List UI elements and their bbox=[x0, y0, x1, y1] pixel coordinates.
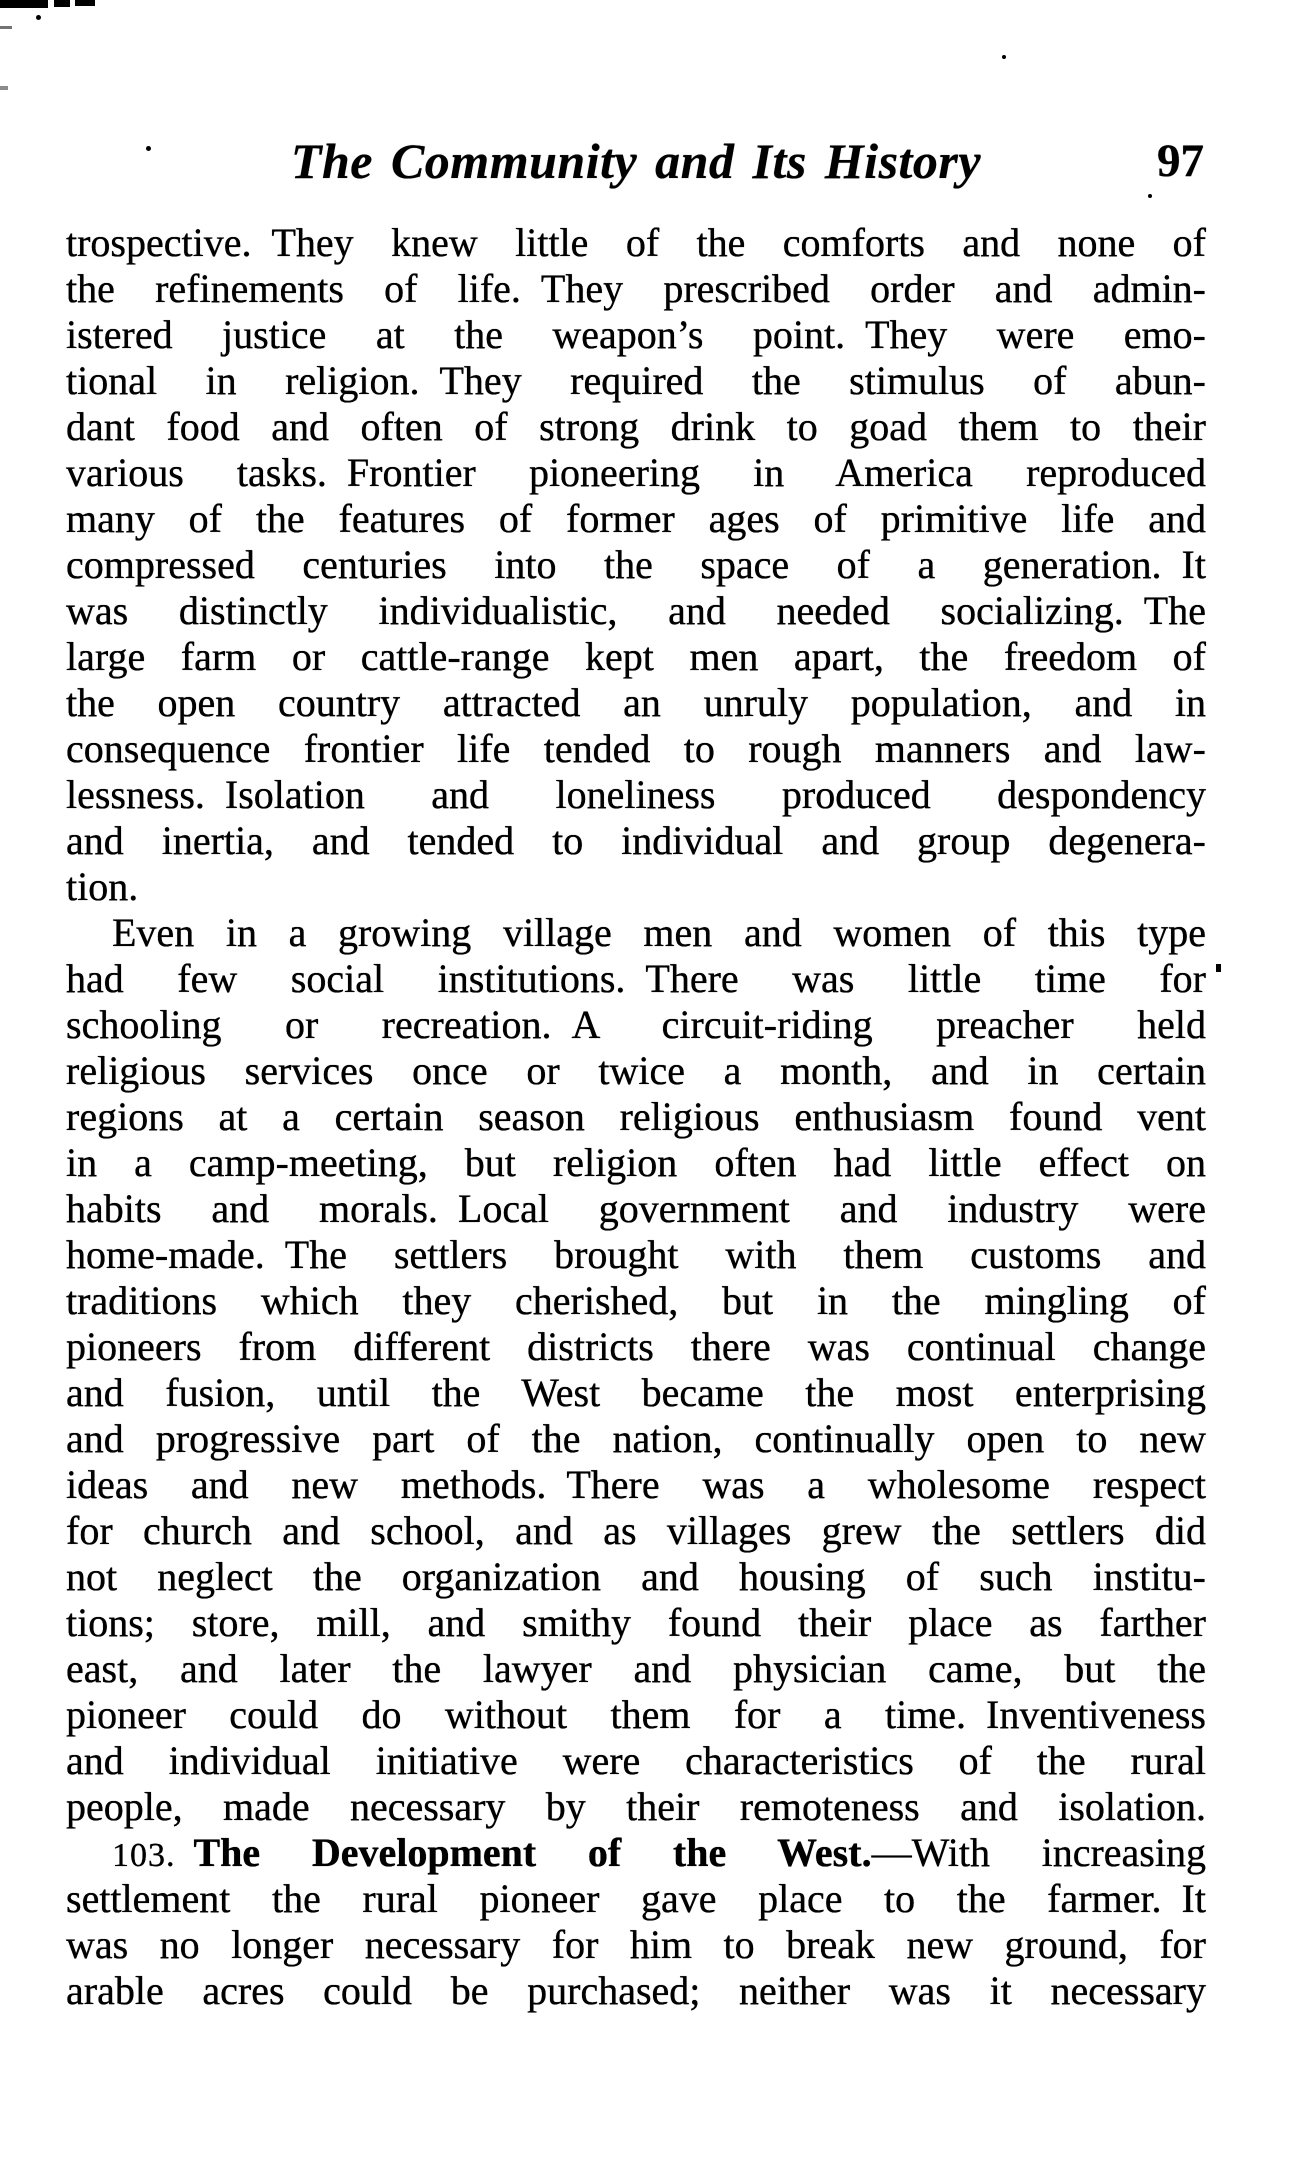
text-line bbox=[66, 450, 1206, 496]
text-line bbox=[66, 1968, 1206, 2014]
text-segment: tions; store, mill, and smithy found their place as farther bbox=[66, 1600, 1206, 1645]
text-line bbox=[66, 1002, 1206, 1048]
scan-artifact bbox=[54, 0, 70, 7]
text-segment: was distinctly individualistic, and needed socializing. The bbox=[66, 588, 1206, 633]
page-header bbox=[66, 132, 1206, 202]
text-segment: and individual initiative were characteristics of the rural bbox=[66, 1738, 1206, 1783]
text-segment: pioneer could do without them for a time. Inventiveness bbox=[66, 1692, 1206, 1737]
body-lines bbox=[66, 220, 1206, 2014]
text-line bbox=[66, 1508, 1206, 1554]
text-segment: and progressive part of the nation, continually open to new bbox=[66, 1416, 1206, 1461]
text-line bbox=[66, 312, 1206, 358]
text-line bbox=[66, 1784, 1206, 1830]
text-line bbox=[66, 818, 1206, 864]
text-segment: had few social institutions. There was little time for bbox=[66, 956, 1206, 1001]
text-segment: lessness. Isolation and loneliness produced despondency bbox=[66, 772, 1206, 817]
text-segment: habits and morals. Local government and industry were bbox=[66, 1186, 1206, 1231]
text-segment: arable acres could be purchased; neither was it necessary bbox=[66, 1968, 1206, 2013]
text-segment: dant food and often of strong drink to goad them to their bbox=[66, 404, 1206, 449]
text-segment: people, made necessary by their remoteness and isolation. bbox=[66, 1784, 1206, 1829]
text-line bbox=[66, 266, 1206, 312]
text-line bbox=[66, 588, 1206, 634]
text-segment: Even in a growing village men and women of this type bbox=[112, 910, 1206, 955]
text-segment: was no longer necessary for him to break new ground, for bbox=[66, 1922, 1206, 1967]
text-segment: trospective. They knew little of the comforts and none of bbox=[66, 220, 1206, 265]
text-segment: —With increasing bbox=[871, 1830, 1206, 1875]
text-line bbox=[66, 1462, 1206, 1508]
text-segment: schooling or recreation. A circuit-riding preacher held bbox=[66, 1002, 1206, 1047]
text-segment: tional in religion. They required the stimulus of abun- bbox=[66, 358, 1206, 403]
text-line bbox=[66, 772, 1206, 818]
text-line bbox=[66, 404, 1206, 450]
text-segment: and fusion, until the West became the most enterprising bbox=[66, 1370, 1206, 1415]
text-segment: and inertia, and tended to individual and group degenera- bbox=[66, 818, 1206, 863]
text-line bbox=[66, 1738, 1206, 1784]
text-segment: 103. bbox=[112, 1837, 194, 1874]
scan-artifact bbox=[36, 15, 41, 20]
page-number: 97 bbox=[1157, 135, 1204, 187]
text-segment: religious services once or twice a month, and in certain bbox=[66, 1048, 1206, 1093]
scan-artifact bbox=[75, 0, 95, 6]
text-line bbox=[66, 1278, 1206, 1324]
text-segment: compressed centuries into the space of a generation. It bbox=[66, 542, 1206, 587]
text-segment: home-made. The settlers brought with them customs and bbox=[66, 1232, 1206, 1277]
text-line bbox=[66, 956, 1206, 1002]
text-segment: traditions which they cherished, but in the mingling of bbox=[66, 1278, 1206, 1323]
text-segment: the open country attracted an unruly population, and in bbox=[66, 680, 1206, 725]
text-segment: ideas and new methods. There was a wholesome respect bbox=[66, 1462, 1206, 1507]
text-line bbox=[66, 680, 1206, 726]
text-segment: various tasks. Frontier pioneering in America reproduced bbox=[66, 450, 1206, 495]
text-segment: not neglect the organization and housing of such institu- bbox=[66, 1554, 1206, 1599]
text-line bbox=[66, 1186, 1206, 1232]
text-segment: large farm or cattle-range kept men apart, the freedom of bbox=[66, 634, 1206, 679]
text-line bbox=[66, 1922, 1206, 1968]
text-line bbox=[66, 1416, 1206, 1462]
text-segment: regions at a certain season religious enthusiasm found vent bbox=[66, 1094, 1206, 1139]
text-segment: for church and school, and as villages grew the settlers did bbox=[66, 1508, 1206, 1553]
text-line bbox=[66, 1232, 1206, 1278]
text-line bbox=[66, 1876, 1206, 1922]
text-line bbox=[66, 496, 1206, 542]
text-line bbox=[66, 910, 1206, 956]
scan-artifact bbox=[1002, 55, 1006, 59]
text-line bbox=[66, 1600, 1206, 1646]
text-line bbox=[66, 634, 1206, 680]
text-line bbox=[66, 1048, 1206, 1094]
page-title: The Community and Its History bbox=[290, 133, 982, 189]
text-line bbox=[66, 1692, 1206, 1738]
text-segment: tion. bbox=[66, 864, 139, 909]
text-line bbox=[66, 1646, 1206, 1692]
text-segment: istered justice at the weapon’s point. They were emo- bbox=[66, 312, 1206, 357]
text-line bbox=[66, 1370, 1206, 1416]
text-line bbox=[66, 220, 1206, 266]
text-line bbox=[66, 358, 1206, 404]
text-segment: in a camp-meeting, but religion often had little effect on bbox=[66, 1140, 1206, 1185]
text-segment: the refinements of life. They prescribed order and admin- bbox=[66, 266, 1206, 311]
text-line bbox=[66, 1554, 1206, 1600]
scan-artifact bbox=[0, 86, 8, 90]
scan-artifact bbox=[0, 0, 48, 8]
text-line bbox=[66, 542, 1206, 588]
scan-artifact bbox=[1216, 964, 1221, 972]
text-line bbox=[66, 1140, 1206, 1186]
text-segment: east, and later the lawyer and physician came, but the bbox=[66, 1646, 1206, 1691]
text-segment: The Development of the West. bbox=[193, 1830, 872, 1875]
text-line bbox=[66, 864, 1206, 910]
text-segment: many of the features of former ages of primitive life and bbox=[66, 496, 1206, 541]
text-segment: settlement the rural pioneer gave place to the farmer. It bbox=[66, 1876, 1206, 1921]
text-line bbox=[66, 1830, 1206, 1876]
scan-artifact bbox=[0, 26, 12, 29]
text-line bbox=[66, 1094, 1206, 1140]
text-line bbox=[66, 1324, 1206, 1370]
text-line bbox=[66, 726, 1206, 772]
text-segment: pioneers from different districts there was continual change bbox=[66, 1324, 1206, 1369]
text-segment: consequence frontier life tended to rough manners and law- bbox=[66, 726, 1206, 771]
